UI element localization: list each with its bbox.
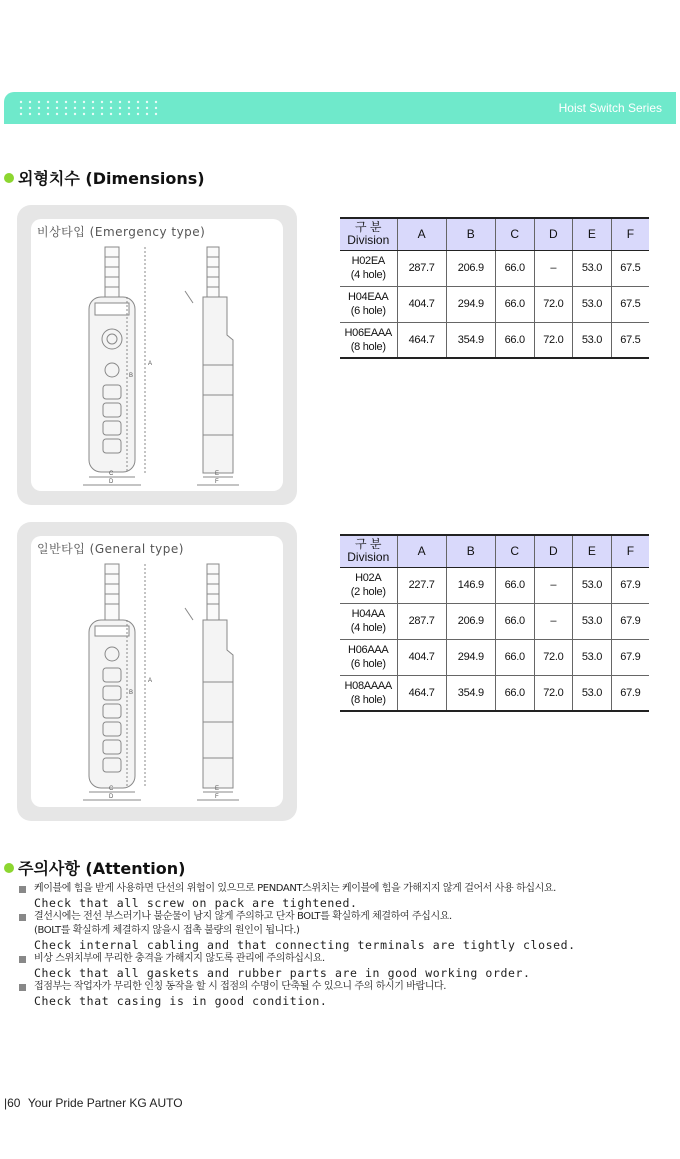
square-bullet-icon bbox=[19, 914, 26, 921]
model-cell: H04EAA (6 hole) bbox=[340, 286, 397, 322]
table-row bbox=[340, 322, 649, 358]
bullet-icon bbox=[4, 173, 14, 183]
value-cell: 67.9 bbox=[611, 639, 649, 675]
banner-dot bbox=[65, 107, 67, 109]
banner-dot bbox=[47, 101, 49, 103]
table-row bbox=[340, 603, 649, 639]
value-cell: 67.5 bbox=[611, 250, 649, 286]
banner-dot bbox=[56, 101, 58, 103]
list-item bbox=[18, 910, 658, 952]
value-cell: 294.9 bbox=[446, 286, 495, 322]
square-bullet-icon bbox=[19, 984, 26, 991]
value-cell: 66.0 bbox=[495, 286, 534, 322]
value-cell: 53.0 bbox=[573, 603, 612, 639]
banner-dot bbox=[74, 113, 76, 115]
value-cell: 354.9 bbox=[446, 322, 495, 358]
banner-dot bbox=[128, 101, 130, 103]
table-header-row bbox=[340, 218, 649, 250]
emergency-caption: 비상타입 (Emergency type) bbox=[37, 225, 206, 239]
banner-dot bbox=[128, 113, 130, 115]
value-cell: 66.0 bbox=[495, 675, 534, 711]
division-header: 구 분 Division bbox=[340, 535, 397, 567]
banner-dot bbox=[47, 113, 49, 115]
banner-dot bbox=[29, 107, 31, 109]
banner-dot bbox=[38, 113, 40, 115]
banner-dot bbox=[137, 107, 139, 109]
value-cell: 72.0 bbox=[534, 639, 573, 675]
banner-dot bbox=[155, 101, 157, 103]
dim-label-e: E bbox=[215, 471, 220, 477]
value-cell: 146.9 bbox=[446, 567, 495, 603]
banner-dot bbox=[137, 113, 139, 115]
banner-dot bbox=[119, 101, 121, 103]
banner-dot bbox=[110, 113, 112, 115]
value-cell: 67.5 bbox=[611, 322, 649, 358]
attention-en-text: Check internal cabling and that connecting terminals are tightly closed. bbox=[34, 938, 576, 952]
dim-label-c: C bbox=[109, 471, 114, 477]
value-cell: 53.0 bbox=[573, 250, 612, 286]
general-table bbox=[340, 534, 649, 712]
banner-dot bbox=[146, 113, 148, 115]
banner-dot bbox=[56, 107, 58, 109]
banner-dot bbox=[29, 113, 31, 115]
list-item bbox=[18, 952, 658, 980]
banner-dot bbox=[29, 101, 31, 103]
emergency-drawing bbox=[17, 205, 297, 505]
emergency-table bbox=[340, 217, 649, 359]
banner-dot bbox=[137, 101, 139, 103]
square-bullet-icon bbox=[19, 956, 26, 963]
banner-dot bbox=[38, 107, 40, 109]
table-row bbox=[340, 250, 649, 286]
dim-label-d: D bbox=[109, 794, 114, 800]
division-header: 구 분 Division bbox=[340, 218, 397, 250]
value-cell: 67.5 bbox=[611, 286, 649, 322]
value-cell: 72.0 bbox=[534, 322, 573, 358]
value-cell: 206.9 bbox=[446, 603, 495, 639]
banner-dot bbox=[65, 113, 67, 115]
model-cell: H06AAA (6 hole) bbox=[340, 639, 397, 675]
list-item bbox=[18, 882, 658, 910]
table-header-row bbox=[340, 535, 649, 567]
table-row bbox=[340, 639, 649, 675]
banner-dot bbox=[146, 107, 148, 109]
attention-ko-note: (BOLT를 확실하게 체결하지 않을시 접촉 불량의 원인이 됩니다.) bbox=[34, 925, 300, 936]
model-cell: H02EA (4 hole) bbox=[340, 250, 397, 286]
series-label: Hoist Switch Series bbox=[558, 101, 662, 115]
list-item bbox=[18, 980, 658, 1008]
footer-tagline: Your Pride Partner KG AUTO bbox=[27, 1096, 183, 1110]
table-row bbox=[340, 567, 649, 603]
col-f-header: F bbox=[611, 218, 649, 250]
emergency-figure bbox=[17, 205, 297, 505]
banner-dot bbox=[83, 107, 85, 109]
page-footer bbox=[4, 1096, 183, 1110]
banner-dot bbox=[155, 113, 157, 115]
col-c-header: C bbox=[495, 535, 534, 567]
attention-ko-text: 케이블에 힘을 받게 사용하면 단선의 위험이 있으므로 PENDANT스위치는 케이블에 힘을 가해지지 않게 걸어서 사용 하십시요. bbox=[34, 883, 556, 894]
col-e-header: E bbox=[573, 535, 612, 567]
page-number: |60 bbox=[4, 1096, 21, 1110]
banner-dot bbox=[20, 107, 22, 109]
value-cell: 66.0 bbox=[495, 567, 534, 603]
dim-label-f: F bbox=[215, 479, 219, 485]
value-cell: 53.0 bbox=[573, 286, 612, 322]
value-cell: 354.9 bbox=[446, 675, 495, 711]
bullet-icon bbox=[4, 863, 14, 873]
header-banner bbox=[4, 92, 676, 124]
value-cell: 66.0 bbox=[495, 250, 534, 286]
col-d-header: D bbox=[534, 218, 573, 250]
banner-dot bbox=[47, 107, 49, 109]
value-cell: 464.7 bbox=[397, 675, 446, 711]
banner-dot bbox=[101, 113, 103, 115]
attention-en-text: Check that all screw on pack are tightened. bbox=[34, 896, 358, 910]
col-e-header: E bbox=[573, 218, 612, 250]
dim-label-f: F bbox=[215, 794, 219, 800]
col-c-header: C bbox=[495, 218, 534, 250]
value-cell: 67.9 bbox=[611, 603, 649, 639]
value-cell: – bbox=[534, 250, 573, 286]
general-figure bbox=[17, 522, 297, 821]
col-a-header: A bbox=[397, 535, 446, 567]
model-cell: H02A (2 hole) bbox=[340, 567, 397, 603]
banner-dot bbox=[128, 107, 130, 109]
value-cell: 66.0 bbox=[495, 603, 534, 639]
banner-dot bbox=[92, 107, 94, 109]
attention-ko-text: 비상 스위치부에 무리한 충격을 가해지지 않도록 관리에 주의하십시요. bbox=[34, 953, 325, 964]
col-a-header: A bbox=[397, 218, 446, 250]
value-cell: 206.9 bbox=[446, 250, 495, 286]
banner-dot bbox=[74, 107, 76, 109]
value-cell: – bbox=[534, 603, 573, 639]
general-caption: 일반타입 (General type) bbox=[37, 542, 184, 556]
value-cell: 66.0 bbox=[495, 322, 534, 358]
dim-label-a: A bbox=[148, 361, 153, 367]
banner-dot bbox=[92, 101, 94, 103]
model-cell: H06EAAA (8 hole) bbox=[340, 322, 397, 358]
value-cell: 404.7 bbox=[397, 639, 446, 675]
value-cell: 72.0 bbox=[534, 675, 573, 711]
dim-label-e: E bbox=[215, 786, 220, 792]
col-d-header: D bbox=[534, 535, 573, 567]
dim-label-d: D bbox=[109, 479, 114, 485]
attention-en-text: Check that all gaskets and rubber parts are in good working order. bbox=[34, 966, 531, 980]
value-cell: 53.0 bbox=[573, 675, 612, 711]
value-cell: – bbox=[534, 567, 573, 603]
value-cell: 53.0 bbox=[573, 322, 612, 358]
value-cell: 227.7 bbox=[397, 567, 446, 603]
banner-dot bbox=[110, 107, 112, 109]
attention-list bbox=[18, 882, 658, 1008]
banner-dot bbox=[110, 101, 112, 103]
attention-ko-text: 접점부는 작업자가 무리한 인칭 동작을 할 시 접점의 수명이 단축될 수 있으니 주의 하시기 바랍니다. bbox=[34, 981, 447, 992]
dim-label-a: A bbox=[148, 678, 153, 684]
banner-dot bbox=[155, 107, 157, 109]
table-row bbox=[340, 675, 649, 711]
dim-label-b: B bbox=[129, 373, 134, 379]
banner-dot bbox=[83, 113, 85, 115]
value-cell: 464.7 bbox=[397, 322, 446, 358]
banner-dot bbox=[83, 101, 85, 103]
banner-dot bbox=[146, 101, 148, 103]
banner-dot bbox=[20, 101, 22, 103]
dim-label-c: C bbox=[109, 786, 114, 792]
model-cell: H04AA (4 hole) bbox=[340, 603, 397, 639]
square-bullet-icon bbox=[19, 886, 26, 893]
value-cell: 66.0 bbox=[495, 639, 534, 675]
attention-ko-text: 결선시에는 전선 부스러기나 불순물이 남지 않게 주의하고 단자 BOLT를 확실하게 체결하여 주십시요. bbox=[34, 911, 452, 922]
banner-dot bbox=[119, 113, 121, 115]
value-cell: 53.0 bbox=[573, 567, 612, 603]
banner-dot bbox=[101, 107, 103, 109]
value-cell: 294.9 bbox=[446, 639, 495, 675]
attention-en-text: Check that casing is in good condition. bbox=[34, 994, 328, 1008]
table-row bbox=[340, 286, 649, 322]
col-f-header: F bbox=[611, 535, 649, 567]
dot-pattern bbox=[18, 98, 168, 118]
col-b-header: B bbox=[446, 535, 495, 567]
dimensions-title: 외형치수 (Dimensions) bbox=[4, 166, 205, 189]
banner-dot bbox=[65, 101, 67, 103]
banner-dot bbox=[74, 101, 76, 103]
model-cell: H08AAAA (8 hole) bbox=[340, 675, 397, 711]
value-cell: 53.0 bbox=[573, 639, 612, 675]
col-b-header: B bbox=[446, 218, 495, 250]
banner-dot bbox=[38, 101, 40, 103]
banner-dot bbox=[92, 113, 94, 115]
banner-dot bbox=[119, 107, 121, 109]
banner-dot bbox=[101, 101, 103, 103]
value-cell: 404.7 bbox=[397, 286, 446, 322]
value-cell: 67.9 bbox=[611, 567, 649, 603]
attention-title: 주의사항 (Attention) bbox=[4, 856, 185, 879]
value-cell: 287.7 bbox=[397, 603, 446, 639]
general-drawing bbox=[17, 522, 297, 821]
dim-label-b: B bbox=[129, 690, 134, 696]
value-cell: 287.7 bbox=[397, 250, 446, 286]
value-cell: 67.9 bbox=[611, 675, 649, 711]
value-cell: 72.0 bbox=[534, 286, 573, 322]
banner-dot bbox=[20, 113, 22, 115]
banner-dot bbox=[56, 113, 58, 115]
